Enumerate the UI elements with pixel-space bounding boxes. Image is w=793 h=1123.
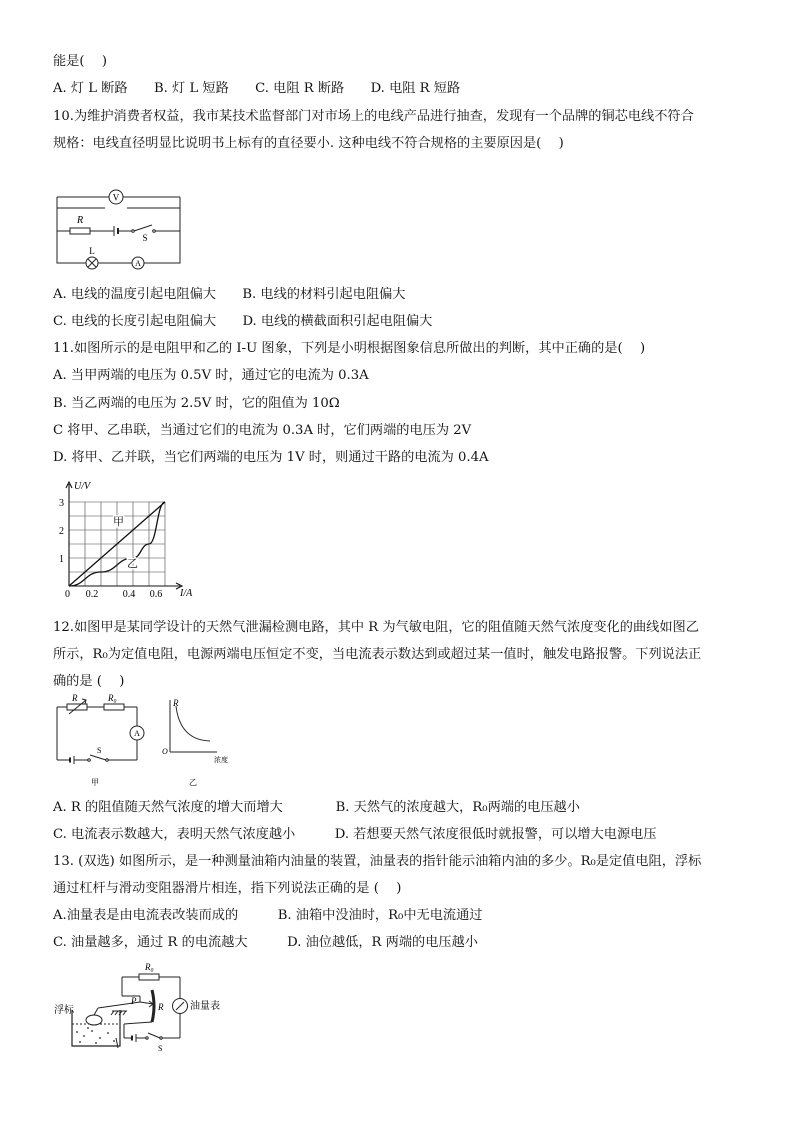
- text-line: A.油量表是由电流表改装而成的 B. 油箱中没油时，R₀中无电流通过: [53, 908, 483, 923]
- fixed-resistor-icon: [104, 704, 124, 710]
- text-line: D. 将甲、乙并联，当它们两端的电压为 1V 时，则通过干路的电流为 0.4A: [53, 450, 489, 465]
- text-line: 12.如图甲是某同学设计的天然气泄漏检测电路，其中 R 为气敏电阻，它的阻值随天然气浓度变化的曲线如图乙: [53, 620, 699, 635]
- text-line: 确的是 ( ): [53, 674, 125, 689]
- lamp-label: L: [89, 246, 95, 256]
- x-tick-label: 0.6: [149, 589, 163, 600]
- curve-y-label: R: [173, 698, 179, 708]
- ammeter-label: A: [135, 259, 141, 268]
- sensor-resistor-label: R: [72, 693, 78, 703]
- slide-rheostat-icon: [152, 990, 154, 1022]
- series-label-yi: 乙: [127, 558, 138, 570]
- text-line: A. 当甲两端的电压为 0.5V 时，通过它的电流为 0.3A: [53, 368, 369, 383]
- ammeter-label: A: [134, 729, 140, 738]
- x-tick-label: 0.2: [85, 589, 99, 600]
- voltmeter-label: V: [112, 192, 120, 203]
- text-line: A. 灯 L 断路 B. 灯 L 短路 C. 电阻 R 断路 D. 电阻 R 短路: [53, 81, 461, 96]
- y-axis-label: U/V: [74, 481, 91, 492]
- x-tick-label: 0: [65, 589, 70, 600]
- oil-gauge-label: 油量表: [190, 1001, 220, 1012]
- x-axis-label: I/A: [180, 588, 193, 599]
- oil-gauge-diagram-q13: [52, 958, 242, 1058]
- switch-label: S: [142, 233, 148, 243]
- x-tick-label: 0.4: [122, 589, 136, 600]
- figure-label-yi: 乙: [189, 778, 197, 787]
- gas-detector-diagram-q12: [52, 690, 242, 790]
- fixed-resistor-icon: [139, 974, 159, 980]
- y-tick-label: 1: [59, 554, 64, 565]
- text-line: 13. (双选) 如图所示，是一种测量油箱内油量的装置，油量表的指针能示油箱内油的多少。R₀是定值电阻，浮标: [53, 854, 702, 869]
- float-label: 浮标: [54, 1005, 74, 1016]
- fixed-resistor-label: R₀: [145, 962, 154, 972]
- fixed-resistor-label: R₀: [108, 693, 117, 703]
- y-tick-label: 2: [59, 526, 64, 537]
- text-line: C 将甲、乙串联，当通过它们的电流为 0.3A 时，它们两端的电压为 2V: [53, 423, 472, 438]
- rheostat-label: R: [158, 1002, 164, 1012]
- text-line: C. 电流表示数越大，表明天然气浓度越小 D. 若想要天然气浓度很低时就报警，可以增大电源电压: [53, 827, 657, 842]
- text-line: C. 油量越多，通过 R 的电流越大 D. 油位越低，R 两端的电压越小: [53, 935, 478, 950]
- curve-origin-label: O: [162, 747, 168, 756]
- iu-graph-q11: [52, 478, 202, 600]
- text-line: 规格：电线直径明显比说明书上标有的直径要小. 这种电线不符合规格的主要原因是( ): [53, 136, 564, 151]
- float-icon: [86, 1015, 102, 1025]
- text-line: 通过杠杆与滑动变阻器滑片相连，指下列说法正确的是 ( ): [53, 881, 402, 896]
- text-line: 10.为维护消费者权益，我市某技术监督部门对市场上的电线产品进行抽查，发现有一个品牌的铜芯电线不符合: [53, 109, 694, 124]
- text-line: 11.如图所示的是电阻甲和乙的 I-U 图象，下列是小明根据图象信息所做出的判断，其中正确的是( ): [53, 341, 646, 356]
- slider-label: P: [131, 996, 137, 1006]
- resistor-label: R: [76, 215, 84, 226]
- resistor-icon: [70, 228, 90, 234]
- text-line: A. 电线的温度引起电阻偏大 B. 电线的材料引起电阻偏大: [53, 287, 406, 302]
- text-line: 所示，R₀为定值电阻，电源两端电压恒定不变，当电流表示数达到或超过某一值时，触发电路报警。下列说法正: [53, 647, 702, 662]
- text-line: C. 电线的长度引起电阻偏大 D. 电线的横截面积引起电阻偏大: [53, 314, 433, 329]
- curve-x-label: 浓度: [214, 756, 228, 764]
- switch-label: S: [97, 746, 102, 755]
- circuit-diagram-q10: [52, 183, 187, 273]
- text-line: 能是( ): [53, 54, 108, 69]
- switch-label: S: [158, 1044, 163, 1053]
- series-label-jia: 甲: [113, 516, 124, 528]
- figure-label-jia: 甲: [91, 778, 99, 787]
- text-line: A. R 的阻值随天然气浓度的增大而增大 B. 天然气的浓度越大，R₀两端的电压越小: [53, 800, 580, 815]
- text-line: B. 当乙两端的电压为 2.5V 时，它的阻值为 10Ω: [53, 396, 340, 411]
- y-tick-label: 3: [59, 498, 64, 509]
